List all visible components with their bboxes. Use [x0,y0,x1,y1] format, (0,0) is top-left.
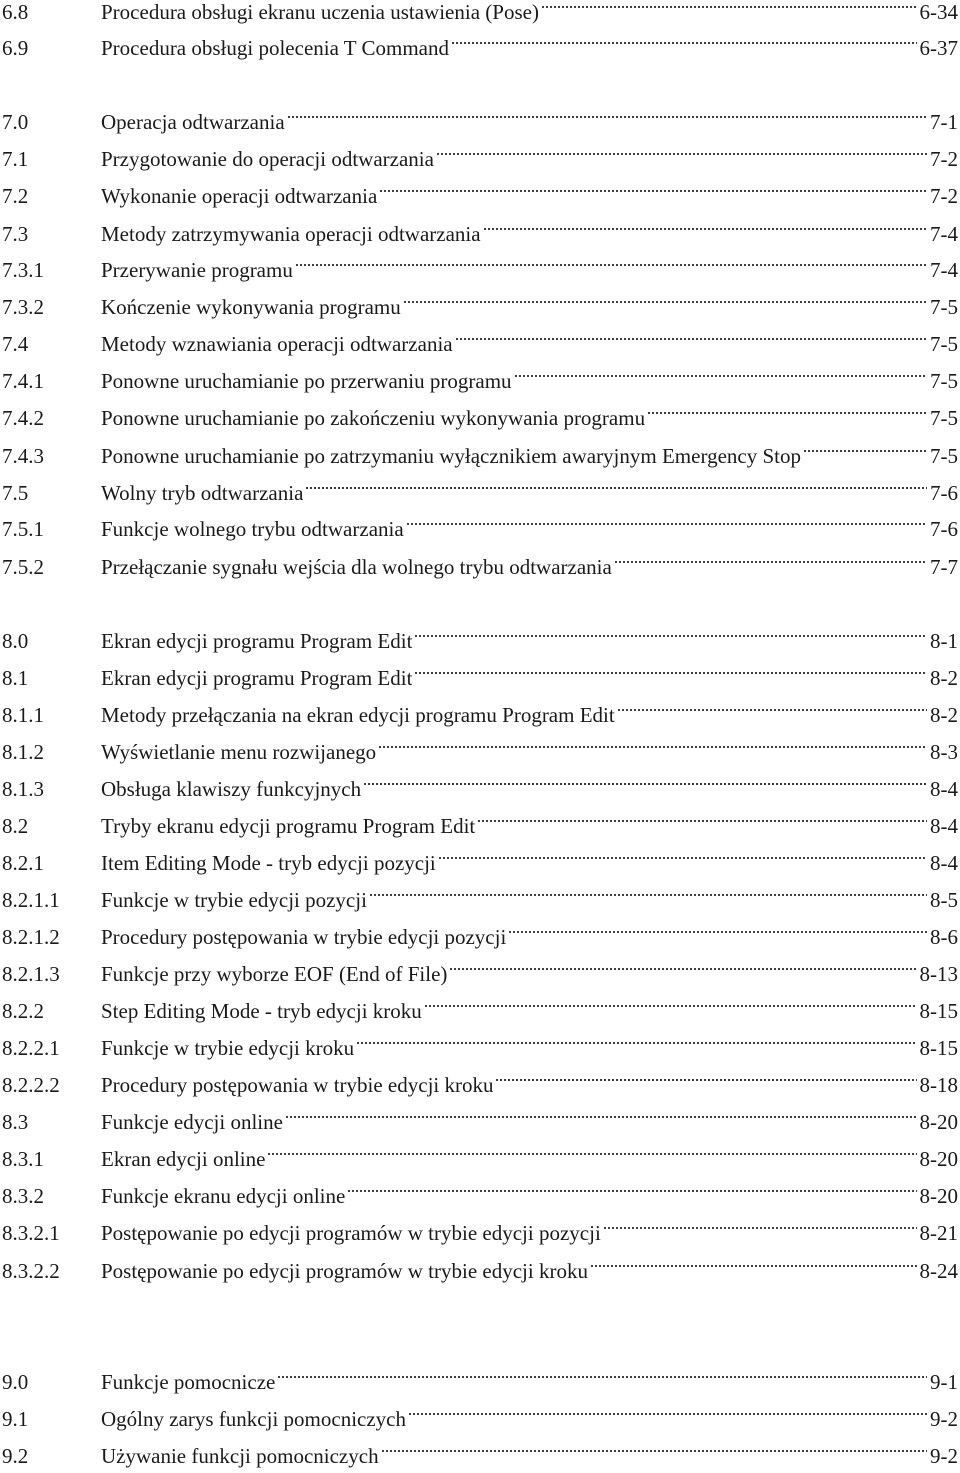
toc-entry[interactable] [0,328,958,360]
toc-entry[interactable] [0,810,958,842]
toc-entry[interactable] [0,921,958,953]
toc-entry-number: 8.3.2 [2,1184,44,1208]
toc-entry-title: Funkcje pomocnicze [101,1370,276,1394]
toc-entry-page: 7-5 [930,444,958,468]
toc-entry[interactable] [0,1032,958,1064]
toc-entry-number: 6.8 [2,0,29,24]
dot-leader [438,857,927,859]
dot-leader [617,709,927,711]
dot-leader [369,894,927,896]
toc-entry-number: 7.5.1 [2,517,44,541]
toc-entry-number: 8.3.2.2 [2,1259,60,1283]
toc-entry-title: Postępowanie po edycji programów w trybie edycji pozycji [101,1221,601,1245]
toc-entry[interactable] [0,180,958,212]
dot-leader [603,1227,917,1229]
dot-leader [379,190,927,192]
toc-entry[interactable] [0,1255,958,1287]
toc-entry-title: Procedura obsługi ekranu uczenia ustawienia (Pose) [101,0,539,24]
dot-leader [295,264,927,266]
toc-entry-number: 8.2 [2,814,29,838]
toc-entry-number: 7.3.2 [2,295,44,319]
toc-entry-number: 8.2.2.2 [2,1073,60,1097]
toc-entry[interactable] [0,0,958,28]
toc-entry[interactable] [0,736,958,768]
dot-leader [449,968,916,970]
toc-entry-page: 7-2 [930,147,958,171]
dot-leader [483,228,927,230]
toc-entry-title: Procedura obsługi polecenia T Command [101,36,449,60]
dot-leader [347,1190,916,1192]
toc-entry-title: Ekran edycji online [101,1147,266,1171]
toc-entry-page: 8-5 [930,888,958,912]
toc-entry-number: 7.2 [2,184,29,208]
toc-entry-title: Procedury postępowania w trybie edycji kroku [101,1073,494,1097]
toc-entry-title: Ponowne uruchamianie po zatrzymaniu wyłącznikiem awaryjnym Emergency Stop [101,444,801,468]
toc-entry-number: 7.0 [2,110,29,134]
toc-entry-number: 8.3 [2,1110,29,1134]
toc-entry-page: 6-37 [919,36,958,60]
toc-entry[interactable] [0,1403,958,1435]
toc-entry-number: 8.1.3 [2,777,44,801]
toc-entry[interactable] [0,440,958,472]
toc-entry[interactable] [0,551,958,583]
toc-entry-page: 7-2 [930,184,958,208]
toc-entry[interactable] [0,218,958,250]
toc-entry-title: Przerywanie programu [101,258,293,282]
toc-entry-page: 9-2 [930,1407,958,1431]
dot-leader [267,1153,916,1155]
toc-entry-title: Step Editing Mode - tryb edycji kroku [101,999,422,1023]
toc-entry-number: 9.1 [2,1407,29,1431]
toc-entry[interactable] [0,291,958,323]
dot-leader [414,672,927,674]
toc-entry-title: Ogólny zarys funkcji pomocniczych [101,1407,406,1431]
toc-entry-title: Funkcje ekranu edycji online [101,1184,346,1208]
toc-entry-number: 7.5 [2,481,29,505]
toc-entry-title: Item Editing Mode - tryb edycji pozycji [101,851,436,875]
toc-entry-page: 9-2 [930,1444,958,1468]
toc-entry-title: Funkcje w trybie edycji pozycji [101,888,367,912]
dot-leader [495,1079,916,1081]
toc-entry[interactable] [0,773,958,805]
toc-entry-page: 8-3 [930,740,958,764]
toc-entry-number: 7.1 [2,147,29,171]
toc-entry-title: Przełączanie sygnału wejścia dla wolnego trybu odtwarzania [101,555,612,579]
dot-leader [508,931,927,933]
toc-entry-title: Metody przełączania na ekran edycji programu Program Edit [101,703,615,727]
dot-leader [647,412,927,414]
toc-entry-number: 7.5.2 [2,555,44,579]
toc-entry[interactable] [0,143,958,175]
toc-entry[interactable] [0,1143,958,1175]
toc-entry-page: 7-6 [930,517,958,541]
toc-entry[interactable] [0,699,958,731]
toc-entry-number: 7.3.1 [2,258,44,282]
toc-entry-page: 6-34 [919,0,958,24]
dot-leader [436,153,927,155]
toc-entry-number: 8.2.1.3 [2,962,60,986]
toc-entry-title: Metody wznawiania operacji odtwarzania [101,332,453,356]
toc-entry-title: Funkcje w trybie edycji kroku [101,1036,355,1060]
toc-entry-number: 7.4 [2,332,29,356]
toc-entry-page: 7-7 [930,555,958,579]
toc-entry-page: 7-5 [930,406,958,430]
dot-leader [381,1450,927,1452]
dot-leader [414,635,927,637]
toc-entry-number: 7.4.1 [2,369,44,393]
toc-entry-number: 8.3.2.1 [2,1221,60,1245]
toc-entry-title: Przygotowanie do operacji odtwarzania [101,147,434,171]
dot-leader [451,42,917,44]
toc-entry-title: Wykonanie operacji odtwarzania [101,184,378,208]
toc-entry-page: 8-13 [919,962,958,986]
toc-entry[interactable] [0,847,958,879]
dot-leader [378,746,927,748]
toc-entry[interactable] [0,32,958,64]
toc-entry-page: 8-2 [930,666,958,690]
toc-entry-page: 8-18 [919,1073,958,1097]
toc-entry-page: 7-4 [930,258,958,282]
toc-entry-page: 8-21 [919,1221,958,1245]
toc-entry-page: 7-5 [930,332,958,356]
dot-leader [403,301,927,303]
toc-entry-title: Tryby ekranu edycji programu Program Edit [101,814,476,838]
toc-entry[interactable] [0,1106,958,1138]
toc-entry-number: 8.1.2 [2,740,44,764]
dot-leader [363,783,927,785]
toc-entry-number: 8.1 [2,666,29,690]
toc-entry[interactable] [0,958,958,990]
toc-entry[interactable] [0,513,958,545]
toc-entry-number: 7.4.2 [2,406,44,430]
toc-entry-page: 8-6 [930,925,958,949]
dot-leader [590,1265,917,1267]
toc-entry-page: 8-4 [930,777,958,801]
toc-entry[interactable] [0,254,958,286]
toc-entry-title: Wolny tryb odtwarzania [101,481,304,505]
toc-entry-page: 8-20 [919,1147,958,1171]
dot-leader [455,338,927,340]
toc-entry[interactable] [0,477,958,509]
dot-leader [356,1042,916,1044]
toc-entry-page: 8-2 [930,703,958,727]
toc-entry-title: Ekran edycji programu Program Edit [101,666,413,690]
toc-entry-title: Operacja odtwarzania [101,110,285,134]
dot-leader [277,1376,927,1378]
toc-entry-page: 8-20 [919,1184,958,1208]
toc-entry[interactable] [0,884,958,916]
toc-entry-title: Funkcje przy wyborze EOF (End of File) [101,962,448,986]
toc-entry[interactable] [0,1440,958,1472]
toc-entry-number: 8.2.1.2 [2,925,60,949]
toc-entry[interactable] [0,365,958,397]
toc-entry-title: Funkcje wolnego trybu odtwarzania [101,517,404,541]
dot-leader [424,1005,917,1007]
toc-entry-page: 8-1 [930,629,958,653]
toc-entry-title: Ekran edycji programu Program Edit [101,629,413,653]
toc-entry-number: 8.2.2 [2,999,44,1023]
toc-entry[interactable] [0,1069,958,1101]
toc-entry-page: 7-6 [930,481,958,505]
dot-leader [477,820,927,822]
toc-entry[interactable] [0,402,958,434]
toc-entry-title: Ponowne uruchamianie po przerwaniu programu [101,369,512,393]
dot-leader [305,487,927,489]
toc-entry-page: 8-15 [919,1036,958,1060]
toc-entry-page: 7-5 [930,369,958,393]
dot-leader [541,6,917,8]
toc-entry[interactable] [0,995,958,1027]
toc-entry-number: 8.0 [2,629,29,653]
dot-leader [803,450,927,452]
dot-leader [406,523,927,525]
toc-entry-number: 7.3 [2,222,29,246]
toc-entry-number: 8.2.1 [2,851,44,875]
toc-entry[interactable] [0,1217,958,1249]
toc-entry-title: Używanie funkcji pomocniczych [101,1444,379,1468]
toc-entry-title: Procedury postępowania w trybie edycji pozycji [101,925,507,949]
toc-entry-page: 8-20 [919,1110,958,1134]
toc-entry-number: 9.2 [2,1444,29,1468]
toc-entry[interactable] [0,1180,958,1212]
toc-entry-title: Metody zatrzymywania operacji odtwarzania [101,222,481,246]
toc-entry-number: 6.9 [2,36,29,60]
toc-entry[interactable] [0,106,958,138]
toc-entry-page: 9-1 [930,1370,958,1394]
toc-entry-page: 8-24 [919,1259,958,1283]
toc-entry-page: 8-4 [930,814,958,838]
toc-entry-title: Ponowne uruchamianie po zakończeniu wykonywania programu [101,406,646,430]
toc-entry[interactable] [0,1366,958,1398]
toc-entry-title: Postępowanie po edycji programów w trybie edycji kroku [101,1259,588,1283]
toc-entry-number: 8.2.1.1 [2,888,60,912]
dot-leader [285,1116,917,1118]
toc-entry-number: 9.0 [2,1370,29,1394]
toc-entry-page: 8-4 [930,851,958,875]
toc-entry-number: 8.1.1 [2,703,44,727]
dot-leader [408,1413,927,1415]
toc-entry-title: Funkcje edycji online [101,1110,283,1134]
toc-entry[interactable] [0,625,958,657]
toc-entry-page: 7-4 [930,222,958,246]
toc-entry[interactable] [0,662,958,694]
toc-entry-title: Obsługa klawiszy funkcyjnych [101,777,362,801]
toc-entry-number: 7.4.3 [2,444,44,468]
toc-entry-title: Kończenie wykonywania programu [101,295,401,319]
dot-leader [514,375,927,377]
toc-entry-page: 7-5 [930,295,958,319]
toc-entry-number: 8.2.2.1 [2,1036,60,1060]
toc-entry-title: Wyświetlanie menu rozwijanego [101,740,377,764]
dot-leader [287,116,927,118]
dot-leader [614,561,927,563]
toc-entry-page: 7-1 [930,110,958,134]
toc-entry-page: 8-15 [919,999,958,1023]
toc-entry-number: 8.3.1 [2,1147,44,1171]
